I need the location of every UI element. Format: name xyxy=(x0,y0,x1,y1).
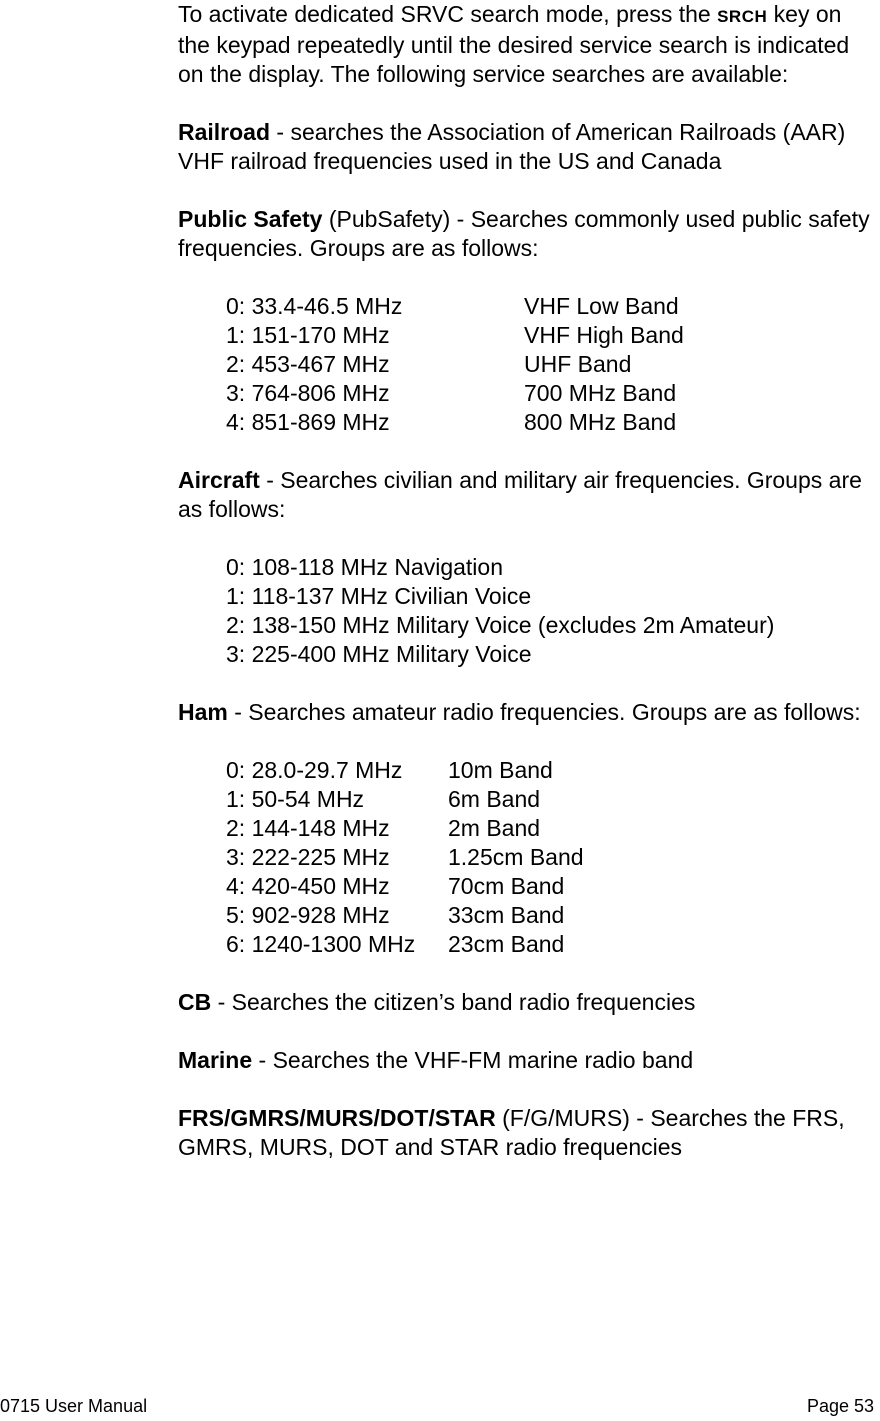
aircraft-group-row: 1: 118-137 MHz Civilian Voice xyxy=(226,583,532,609)
public-safety-group-row xyxy=(226,379,878,408)
footer-page-number: Page 53 xyxy=(806,1396,874,1416)
srch-key-label: SRCH xyxy=(717,7,768,26)
group-band: 33cm Band xyxy=(448,902,565,928)
page-footer xyxy=(0,1394,880,1418)
ham-group-row xyxy=(226,930,878,959)
aircraft-group-row: 3: 225-400 MHz Military Voice xyxy=(226,641,532,667)
group-range: 4: 851-869 MHz xyxy=(226,409,390,435)
group-band: 6m Band xyxy=(448,786,541,812)
intro-text-start: To activate dedicated SRVC search mode, press the xyxy=(178,1,718,27)
frs-gmrs-description: (F/G/MURS) - Searches the FRS, GMRS, MURS, DOT and STAR radio frequencies xyxy=(178,1105,845,1160)
intro-paragraph xyxy=(178,0,878,89)
page-content xyxy=(178,0,878,1191)
frs-gmrs-entry xyxy=(178,1104,878,1162)
group-band: VHF High Band xyxy=(524,322,684,348)
public-safety-entry xyxy=(178,205,878,263)
ham-term: Ham xyxy=(178,699,228,725)
public-safety-group-row xyxy=(226,408,878,437)
public-safety-group-row xyxy=(226,321,878,350)
group-band: 1.25cm Band xyxy=(448,844,584,870)
group-band: 10m Band xyxy=(448,757,553,783)
ham-group-list xyxy=(226,756,878,959)
public-safety-description: (PubSafety) - Searches commonly used public safety frequencies. Groups are as follows: xyxy=(178,206,870,261)
group-range: 2: 453-467 MHz xyxy=(226,351,390,377)
ham-group-row xyxy=(226,872,878,901)
aircraft-group-row: 2: 138-150 MHz Military Voice (excludes 2m Amateur) xyxy=(226,612,775,638)
intro-text-end: key on the keypad repeatedly until the desired service search is indicated on the display. The following service searches are available: xyxy=(178,1,850,87)
ham-group-row xyxy=(226,785,878,814)
group-range: 2: 144-148 MHz xyxy=(226,815,390,841)
aircraft-group-list xyxy=(226,553,878,669)
public-safety-group-list xyxy=(226,292,878,437)
group-range: 3: 764-806 MHz xyxy=(226,380,390,406)
group-range: 0: 28.0-29.7 MHz xyxy=(226,757,403,783)
cb-entry xyxy=(178,988,878,1017)
railroad-description: - searches the Association of American Railroads (AAR) VHF railroad frequencies used in the US and Canada xyxy=(178,119,846,174)
group-range: 4: 420-450 MHz xyxy=(226,873,390,899)
cb-description: - Searches the citizen’s band radio frequencies xyxy=(211,989,696,1015)
public-safety-group-row xyxy=(226,350,878,379)
group-range: 6: 1240-1300 MHz xyxy=(226,931,416,957)
group-band: 700 MHz Band xyxy=(524,380,677,406)
ham-description: - Searches amateur radio frequencies. Groups are as follows: xyxy=(227,699,861,725)
group-range: 1: 151-170 MHz xyxy=(226,322,390,348)
group-band: 70cm Band xyxy=(448,873,565,899)
ham-group-row xyxy=(226,814,878,843)
marine-term: Marine xyxy=(178,1047,253,1073)
railroad-term: Railroad xyxy=(178,119,271,145)
group-band: UHF Band xyxy=(524,351,632,377)
aircraft-entry xyxy=(178,466,878,524)
marine-description: - Searches the VHF-FM marine radio band xyxy=(252,1047,694,1073)
ham-group-row xyxy=(226,756,878,785)
group-range: 5: 902-928 MHz xyxy=(226,902,390,928)
railroad-entry xyxy=(178,118,878,176)
frs-gmrs-term: FRS/GMRS/MURS/DOT/STAR xyxy=(178,1105,496,1131)
aircraft-description: - Searches civilian and military air frequencies. Groups are as follows: xyxy=(178,467,862,522)
footer-manual-title: 0715 User Manual xyxy=(0,1396,148,1416)
ham-entry xyxy=(178,698,878,727)
ham-group-row xyxy=(226,843,878,872)
group-range: 1: 50-54 MHz xyxy=(226,786,365,812)
group-range: 3: 222-225 MHz xyxy=(226,844,390,870)
cb-term: CB xyxy=(178,989,212,1015)
group-band: VHF Low Band xyxy=(524,293,679,319)
marine-entry xyxy=(178,1046,878,1075)
group-band: 800 MHz Band xyxy=(524,409,677,435)
group-band: 23cm Band xyxy=(448,931,565,957)
public-safety-group-row xyxy=(226,292,878,321)
group-range: 0: 33.4-46.5 MHz xyxy=(226,293,403,319)
aircraft-term: Aircraft xyxy=(178,467,260,493)
aircraft-group-row: 0: 108-118 MHz Navigation xyxy=(226,554,503,580)
ham-group-row xyxy=(226,901,878,930)
group-band: 2m Band xyxy=(448,815,541,841)
public-safety-term: Public Safety xyxy=(178,206,323,232)
